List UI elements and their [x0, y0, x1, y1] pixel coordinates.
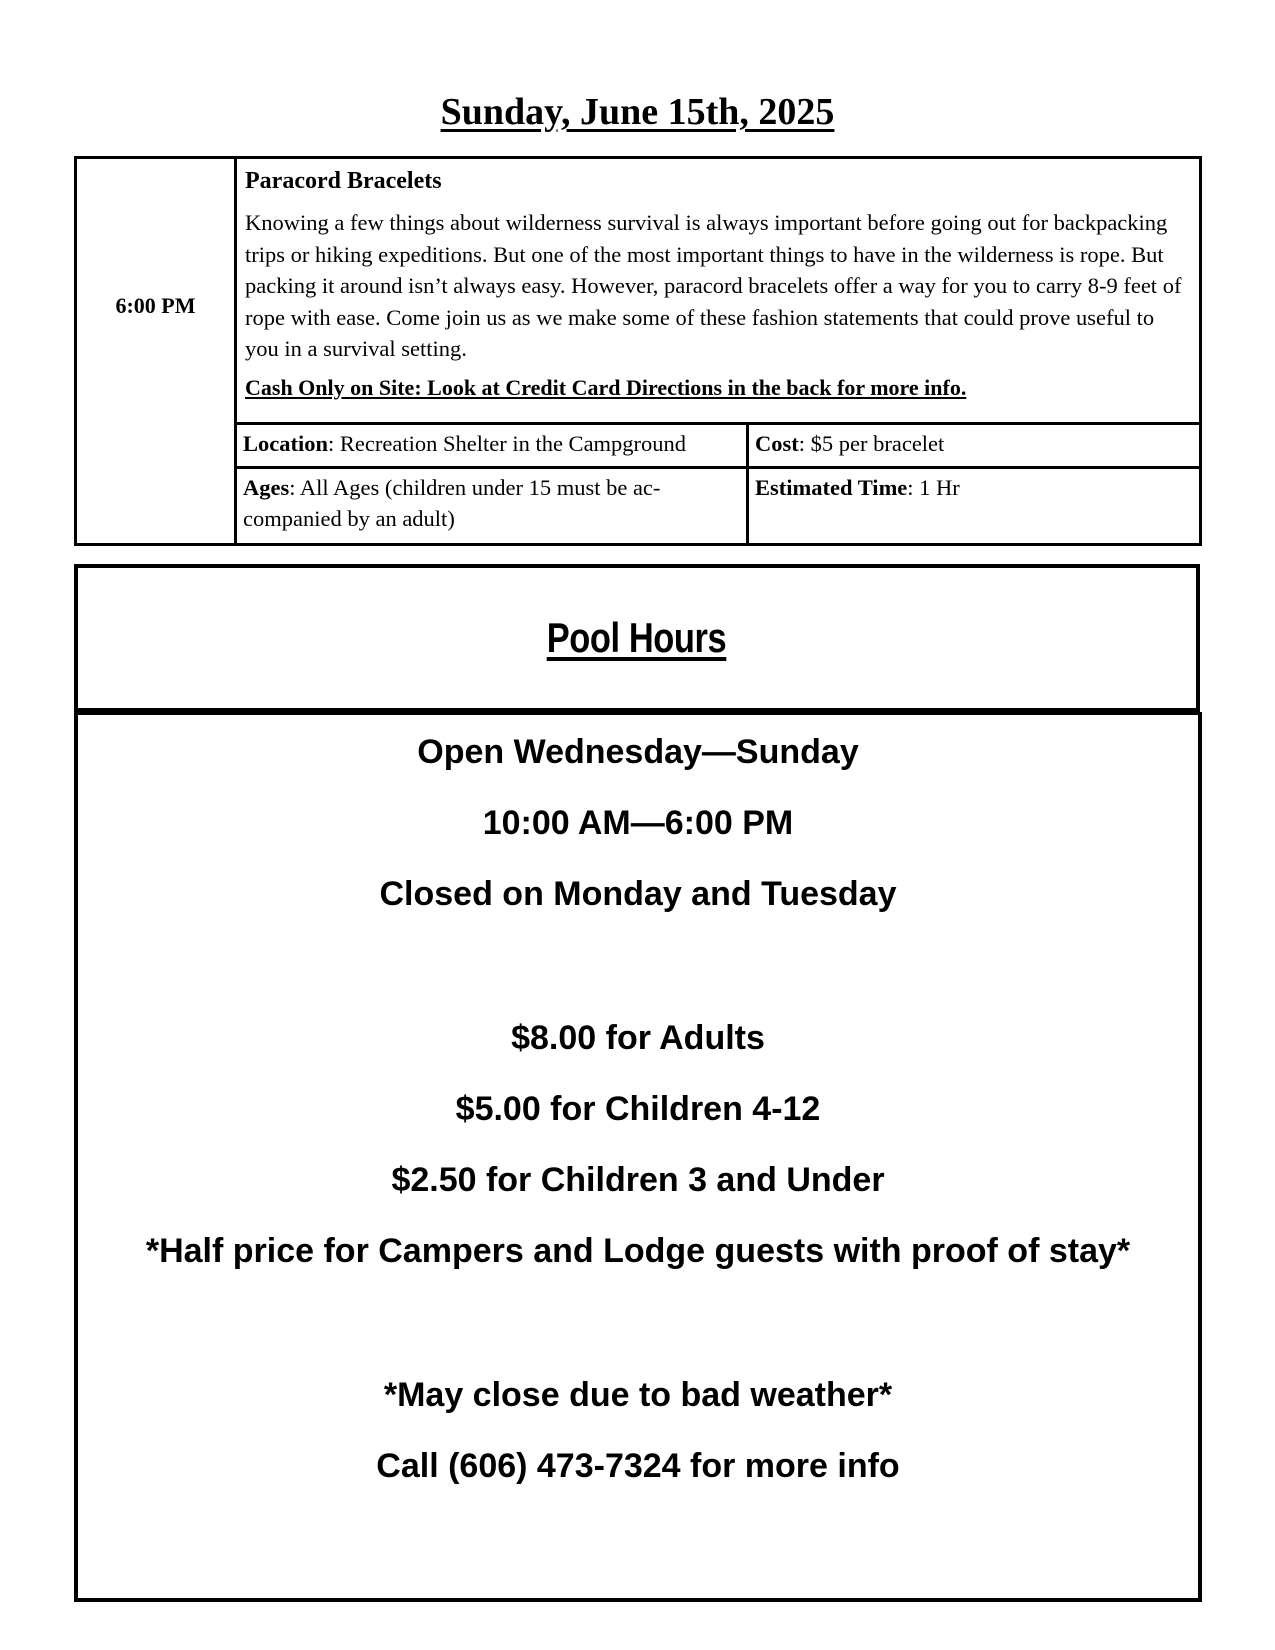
estimated-time-value: : 1 Hr — [907, 475, 960, 500]
ages-value: : All Ages (children under 15 must be ac-companied by an adult) — [243, 475, 661, 531]
event-time: 6:00 PM — [77, 159, 237, 543]
estimated-time-cell — [749, 469, 1199, 543]
pool-open-hours: 10:00 AM—6:00 PM — [482, 804, 794, 842]
pool-header — [74, 564, 1200, 712]
price-children: $5.00 for Children 4-12 — [455, 1090, 821, 1128]
event-details — [237, 159, 1199, 425]
price-adults: $8.00 for Adults — [511, 1019, 765, 1057]
camper-discount: *Half price for Campers and Lodge guests with proof of stay* — [145, 1232, 1131, 1270]
location-cell — [237, 425, 749, 469]
cost-cell — [749, 425, 1199, 469]
pool-title: Pool Hours — [547, 614, 727, 661]
location-value: : Recreation Shelter in the Campground — [328, 431, 687, 456]
estimated-time-label: Estimated Time — [755, 475, 908, 500]
pool-closed-days: Closed on Monday and Tuesday — [379, 875, 897, 913]
pool-info — [74, 712, 1202, 1602]
cost-value: : $5 per bracelet — [798, 431, 945, 456]
event-table — [74, 156, 1202, 546]
weather-notice: *May close due to bad weather* — [383, 1376, 893, 1414]
ages-label: Ages — [243, 475, 290, 500]
location-label: Location — [243, 431, 329, 456]
price-toddlers: $2.50 for Children 3 and Under — [391, 1161, 885, 1199]
page-title: Sunday, June 15th, 2025 — [440, 91, 835, 133]
event-description: Knowing a few things about wilderness survival is always important before going out for backpacking trips or hiking expeditions. But one of the most important things to have in the wilderness is rope. But packing it around isn’t always easy. However, paracord bracelets offer a way for you to carry 8-9 feet of rope with ease. Come join us as we make some of these fashion statements that could prove useful to you in a survival setting. — [245, 210, 1182, 361]
pool-open-days: Open Wednesday—Sunday — [417, 733, 859, 771]
event-info-grid — [237, 425, 1199, 543]
contact-phone: Call (606) 473-7324 for more info — [376, 1447, 900, 1485]
cost-label: Cost — [755, 431, 799, 456]
event-name: Paracord Bracelets — [245, 168, 442, 194]
payment-note: Cash Only on Site: Look at Credit Card Directions in the back for more info. — [245, 374, 967, 400]
ages-cell — [237, 469, 749, 543]
